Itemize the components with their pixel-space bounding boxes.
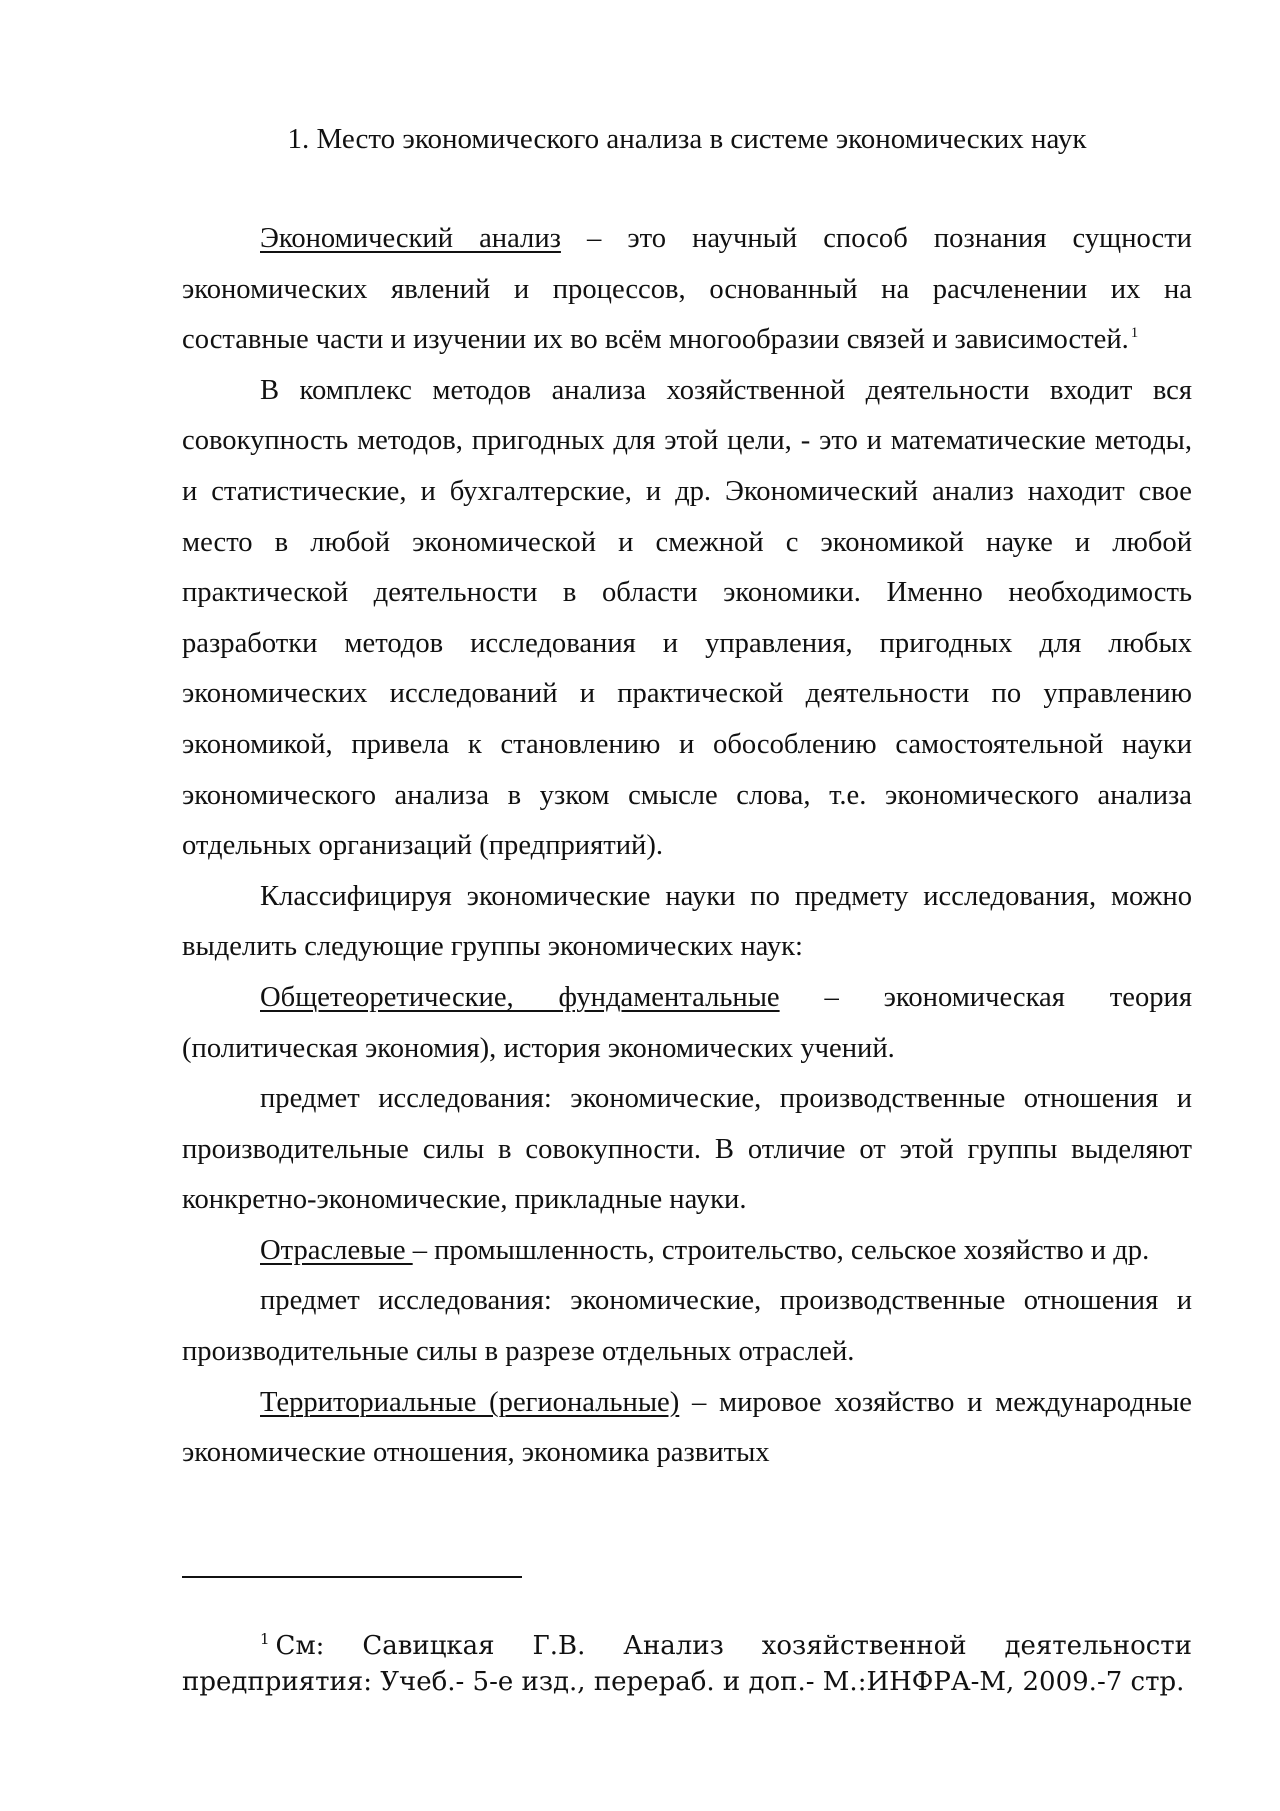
paragraph-text: Классифицируя экономические науки по предмету исследования, можно выделить следующие группы экономических наук: [182, 880, 1192, 963]
footnote-reference[interactable]: 1 [1130, 325, 1139, 342]
paragraph-subject-general [182, 1074, 1192, 1226]
paragraph-text: В комплекс методов анализа хозяйственной деятельности входит вся совокупность методов, пригодных для этой цели, - это и математические методы, и статистические, и бухгалтерские, и др. Экономический анализ находит свое место в любой экономической и смежной с экономикой науке и любой практической деятельности в области экономики. Именно необходимость разработки методов исследования и управления, пригодных для любых экономических исследований и практической деятельности по управлению экономикой, привела к становлению и обособлению самостоятельной науки экономического анализа в узком смысле слова, т.е. экономического анализа отдельных организаций (предприятий). [182, 374, 1192, 862]
footnote-divider [182, 1576, 522, 1578]
term-economic-analysis: Экономический анализ [260, 223, 561, 254]
paragraph-text: – экономическая теория (политическая экономия), история экономических учений. [182, 981, 1192, 1064]
term-general-theoretical: Общетеоретические, фундаментальные [260, 981, 780, 1013]
paragraph-definition [182, 214, 1192, 366]
paragraph-sectoral [182, 1226, 1192, 1277]
document-body [182, 214, 1192, 1479]
footnote-text: См: Савицкая Г.В. Анализ хозяйственной деятельности предприятия: Учеб.- 5-е изд., перераб. и доп.- М.:ИНФРА-М, 2009.-7 стр. [182, 1631, 1192, 1697]
paragraph-general-theoretical [182, 973, 1192, 1074]
footnote [182, 1628, 1192, 1700]
paragraph-territorial [182, 1378, 1192, 1479]
term-territorial: Территориальные (региональные) [260, 1386, 680, 1418]
term-sectoral: Отраслевые [260, 1234, 413, 1266]
paragraph-text: предмет исследования: экономические, производственные отношения и производительные силы в совокупности. В отличие от этой группы выделяют конкретно-экономические, прикладные науки. [182, 1083, 1192, 1216]
paragraph-subject-sectoral [182, 1276, 1192, 1377]
footnote-number: 1 [260, 1630, 270, 1648]
page-title: 1. Место экономического анализа в системе экономических наук [287, 123, 1087, 155]
paragraph-text: – мировое хозяйство и международные экономические отношения, экономика развитых [182, 1386, 1192, 1469]
paragraph-text: – промышленность, строительство, сельское хозяйство и др. [412, 1234, 1150, 1266]
paragraph-text: предмет исследования: экономические, производственные отношения и производительные силы в разрезе отдельных отраслей. [182, 1285, 1192, 1368]
paragraph-text: – это научный способ познания сущности экономических явлений и процессов, основанный на расчленении их на составные части и изучении их во всём многообразии связей и зависимостей. [182, 223, 1192, 356]
paragraph-methods [182, 366, 1192, 872]
paragraph-classification [182, 872, 1192, 973]
